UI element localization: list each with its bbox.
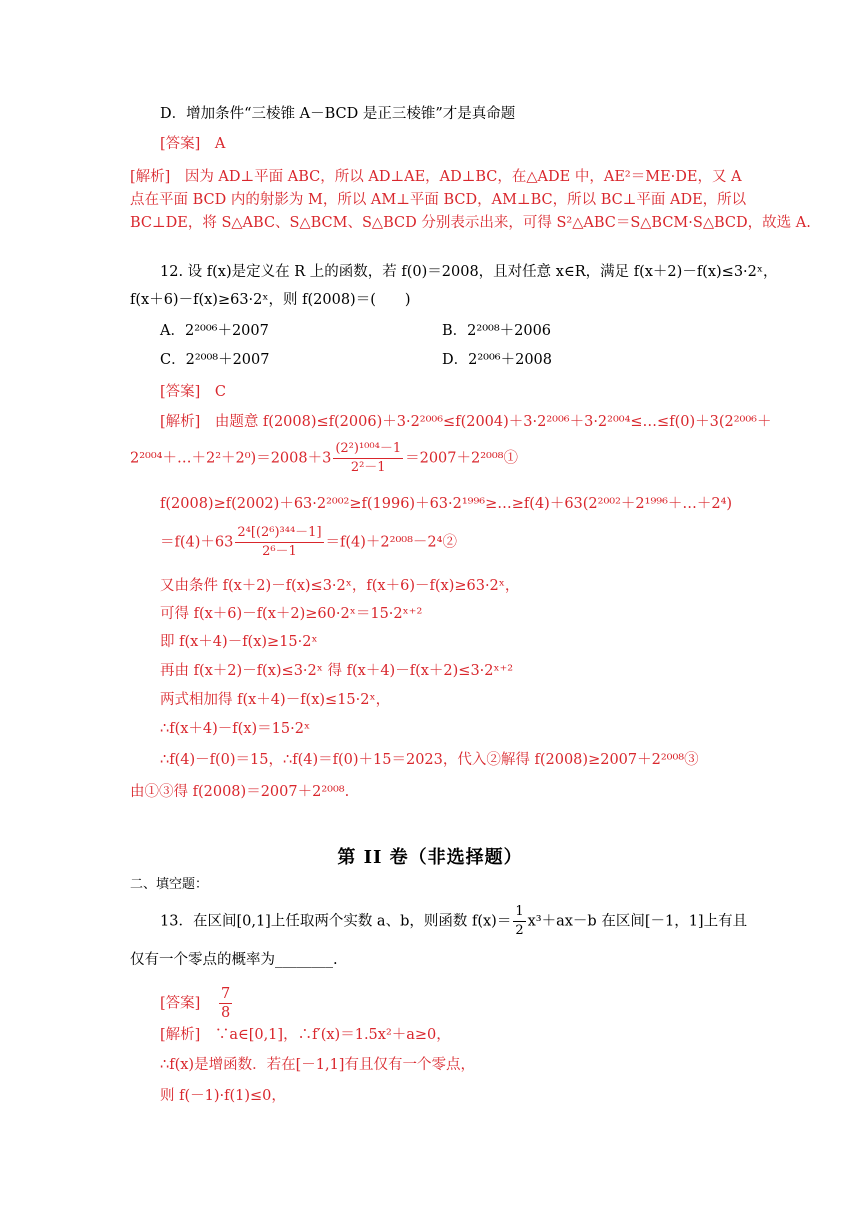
analysis-12-line1: [解析] 由题意 f(2008)≤f(2006)＋3·2²⁰⁰⁶≤f(2004)＋3·2²⁰⁰⁶＋3·2²⁰⁰⁴≤…≤f(0)＋3(2²⁰⁰⁶＋ <box>160 414 772 430</box>
fraction-2 <box>235 524 323 561</box>
question-12-line1: 12. 设 f(x)是定义在 R 上的函数，若 f(0)＝2008，且对任意 x∈R，满足 f(x＋2)－f(x)≤3·2ˣ， <box>160 264 778 280</box>
answer-13-label: [答案] <box>160 995 201 1012</box>
fraction-1-denominator: 2²－1 <box>350 460 386 475</box>
answer-12: [答案] C <box>160 384 226 400</box>
analysis-11-line1: [解析] 因为 AD⊥平面 ABC，所以 AD⊥AE，AD⊥BC，在△ADE 中，AE²＝ME·DE，又 A <box>130 169 742 185</box>
analysis-12-line8: 再由 f(x＋2)－f(x)≤3·2ˣ 得 f(x＋4)－f(x＋2)≤3·2ˣ⁺² <box>160 663 514 679</box>
analysis-12-line4-b: ＝f(4)＋2²⁰⁰⁸－2⁴② <box>325 534 457 551</box>
answer-13-numerator: 7 <box>220 986 231 1002</box>
answer-13-fraction <box>219 985 232 1022</box>
analysis-12-line12: 由①③得 f(2008)＝2007＋2²⁰⁰⁸. <box>130 784 350 800</box>
analysis-12-line11: ∴f(4)－f(0)＝15，∴f(4)＝f(0)＋15＝2023，代入②解得 f(2008)≥2007＋2²⁰⁰⁸③ <box>160 752 699 768</box>
option-b: B．2²⁰⁰⁸＋2006 <box>442 323 552 339</box>
analysis-12-line7: 即 f(x＋4)－f(x)≥15·2ˣ <box>160 634 318 650</box>
fraction-half-numerator: 1 <box>513 903 525 922</box>
question-13-line1 <box>160 903 747 940</box>
fraction-half-denominator: 2 <box>515 923 524 938</box>
analysis-12-line9: 两式相加得 f(x＋4)－f(x)≤15·2ˣ， <box>160 692 391 708</box>
analysis-12-line2-a: 2²⁰⁰⁴＋…＋2²＋2⁰)＝2008＋3 <box>130 450 332 467</box>
analysis-11-line3: BC⊥DE，将 S△ABC、S△BCM、S△BCD 分别表示出来，可得 S²△ABC＝S△BCM·S△BCD，故选 A. <box>130 215 811 231</box>
analysis-12-line10: ∴f(x＋4)－f(x)＝15·2ˣ <box>160 721 311 737</box>
section-title: 第 II 卷（非选择题） <box>337 847 523 868</box>
answer-11: [答案] A <box>160 136 226 152</box>
analysis-12-line6: 可得 f(x＋6)－f(x＋2)≥60·2ˣ＝15·2ˣ⁺² <box>160 606 423 622</box>
analysis-13-line2: ∴f(x)是增函数．若在[－1,1]有且仅有一个零点， <box>160 1057 475 1073</box>
question-13-line1-b: x³＋ax－b 在区间[－1，1]上有且 <box>527 913 748 930</box>
option-a: A．2²⁰⁰⁶＋2007 <box>160 323 269 339</box>
analysis-12-line4-a: ＝f(4)＋63 <box>160 534 234 551</box>
question-13-line1-a: 13．在区间[0,1]上任取两个实数 a、b，则函数 f(x)＝ <box>160 913 512 930</box>
analysis-13-line3: 则 f(－1)·f(1)≤0， <box>160 1088 286 1104</box>
answer-13-denominator: 8 <box>220 1005 231 1021</box>
option-d-12: D．2²⁰⁰⁶＋2008 <box>442 352 553 368</box>
fraction-1-numerator: (2²)¹⁰⁰⁴－1 <box>333 440 403 459</box>
analysis-12-line4 <box>160 524 457 561</box>
answer-13 <box>160 985 234 1022</box>
option-c: C．2²⁰⁰⁸＋2007 <box>160 352 270 368</box>
fraction-2-numerator: 2⁴[(2⁶)³⁴⁴－1] <box>235 524 323 543</box>
analysis-11-line2: 点在平面 BCD 内的射影为 M，所以 AM⊥平面 BCD，AM⊥BC，所以 BC⊥平面 ADE，所以 <box>130 192 747 208</box>
question-13-line2: 仅有一个零点的概率为________. <box>130 952 338 968</box>
fraction-2-denominator: 2⁶－1 <box>262 544 297 559</box>
fill-in-heading: 二、填空题： <box>130 877 209 892</box>
fraction-1 <box>333 440 403 477</box>
analysis-13-line1: [解析] ∵a∈[0,1]，∴f′(x)＝1.5x²＋a≥0， <box>160 1027 451 1043</box>
analysis-12-line3: f(2008)≥f(2002)＋63·2²⁰⁰²≥f(1996)＋63·2¹⁹⁹⁶≥…≥f(4)＋63(2²⁰⁰²＋2¹⁹⁹⁶＋…＋2⁴) <box>160 496 733 512</box>
fraction-half <box>513 903 525 940</box>
option-d: D．增加条件“三棱锥 A－BCD 是正三棱锥”才是真命题 <box>160 106 516 122</box>
analysis-12-line5: 又由条件 f(x＋2)－f(x)≤3·2ˣ，f(x＋6)－f(x)≥63·2ˣ， <box>160 578 520 594</box>
question-12-line2: f(x＋6)－f(x)≥63·2ˣ，则 f(2008)＝( ) <box>130 292 411 308</box>
analysis-12-line2 <box>130 440 518 477</box>
analysis-12-line2-b: ＝2007＋2²⁰⁰⁸① <box>405 450 518 467</box>
